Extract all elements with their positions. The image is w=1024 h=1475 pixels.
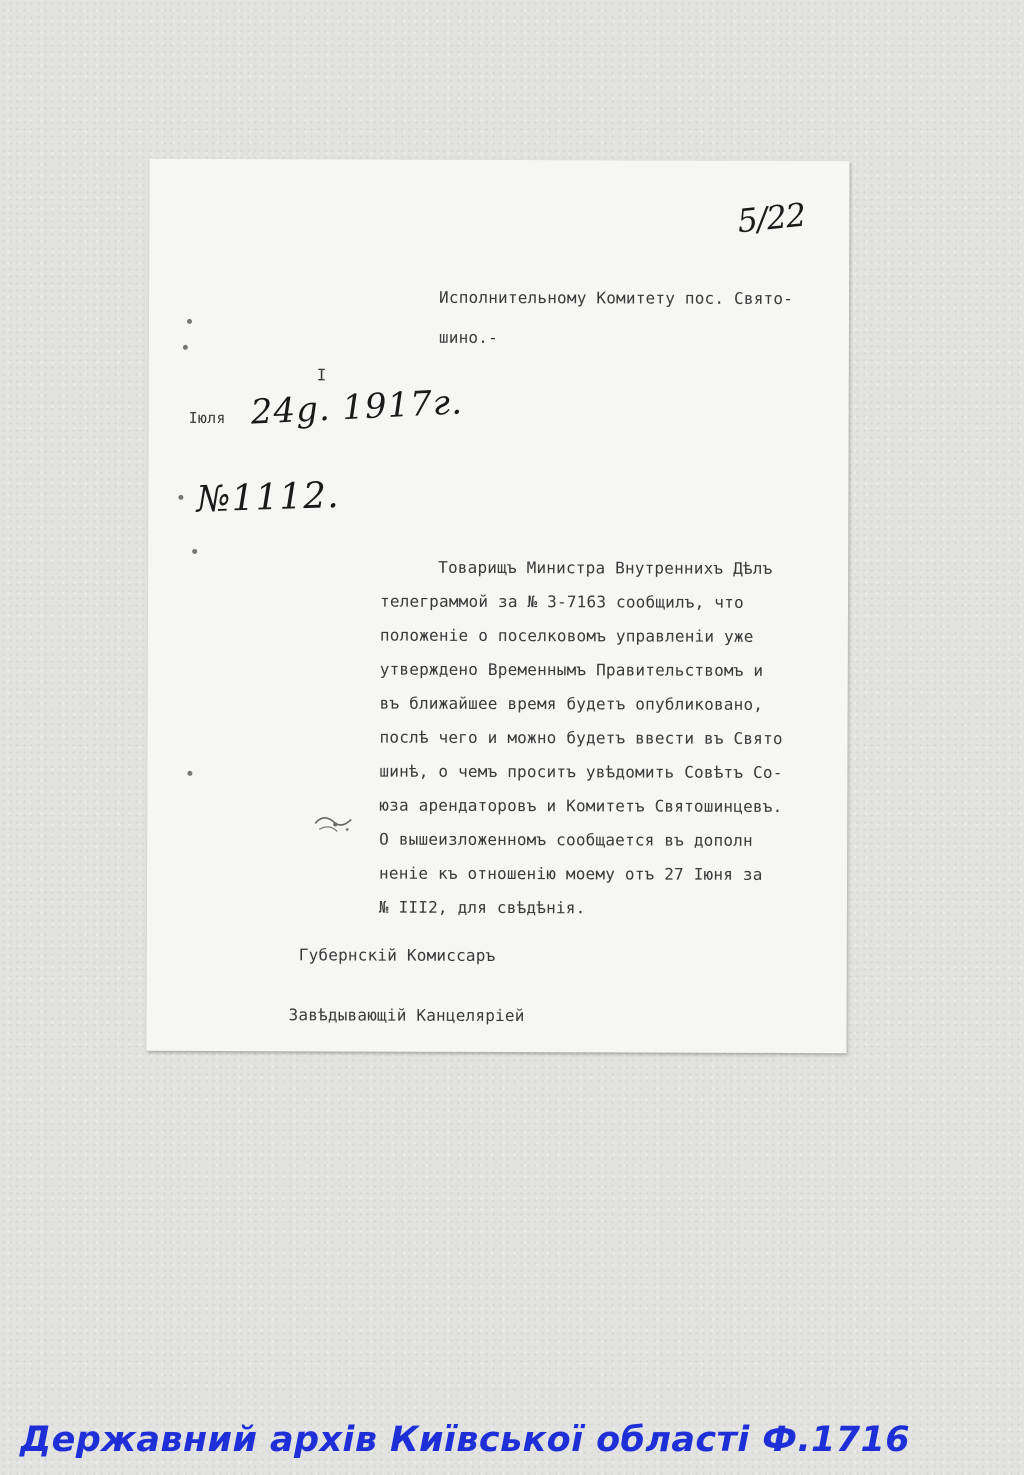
archive-number: 5/22 <box>735 195 807 241</box>
date-month: Iюля <box>188 408 226 428</box>
signature-office: Завѣдывающiй Канцелярiей <box>288 1005 525 1026</box>
body-line: положенiе о поселковомъ управленiи уже <box>379 625 754 646</box>
body-line: Товарищъ Министра Внутреннихъ Дѣлъ <box>438 557 773 578</box>
body-line: ненiе къ отношенiю моему отъ 27 Iюня за <box>379 863 763 884</box>
margin-mark <box>187 771 192 776</box>
body-line: № III2, для свѣдѣнiя. <box>378 897 586 918</box>
body-line: О вышеизложенномъ сообщается въ дополн <box>379 829 753 850</box>
body-line: въ ближайшее время будетъ опубликовано, <box>379 693 764 714</box>
document-sheet <box>146 159 849 1053</box>
addressee-line-1: Исполнительному Комитету пос. Свято- <box>439 287 794 309</box>
body-line: утверждено Временнымъ Правительствомъ и <box>379 659 764 680</box>
body-line: послѣ чего и можно будетъ ввести въ Свято <box>379 727 783 748</box>
signature-title: Губернскiй Комиссаръ <box>298 945 496 965</box>
ink-stamp-mark <box>311 809 357 837</box>
date-marker: I <box>316 365 327 385</box>
margin-mark <box>178 495 183 500</box>
body-line: юза арендаторовъ и Комитетъ Святошинцевъ. <box>379 795 783 816</box>
margin-mark <box>192 549 197 554</box>
margin-mark <box>183 345 188 350</box>
number-handwritten: №1112. <box>195 474 341 521</box>
body-line: телеграммой за № 3-7163 сообщилъ, что <box>379 591 744 612</box>
archive-caption: Державний архів Київської області Ф.1716 <box>20 1420 911 1460</box>
addressee-line-2: шино.- <box>438 327 498 347</box>
margin-mark <box>187 319 192 324</box>
body-line: шинѣ, о чемъ проситъ увѣдомить Совѣтъ Со- <box>379 761 783 782</box>
date-handwritten: 24g. 1917г. <box>249 382 464 433</box>
